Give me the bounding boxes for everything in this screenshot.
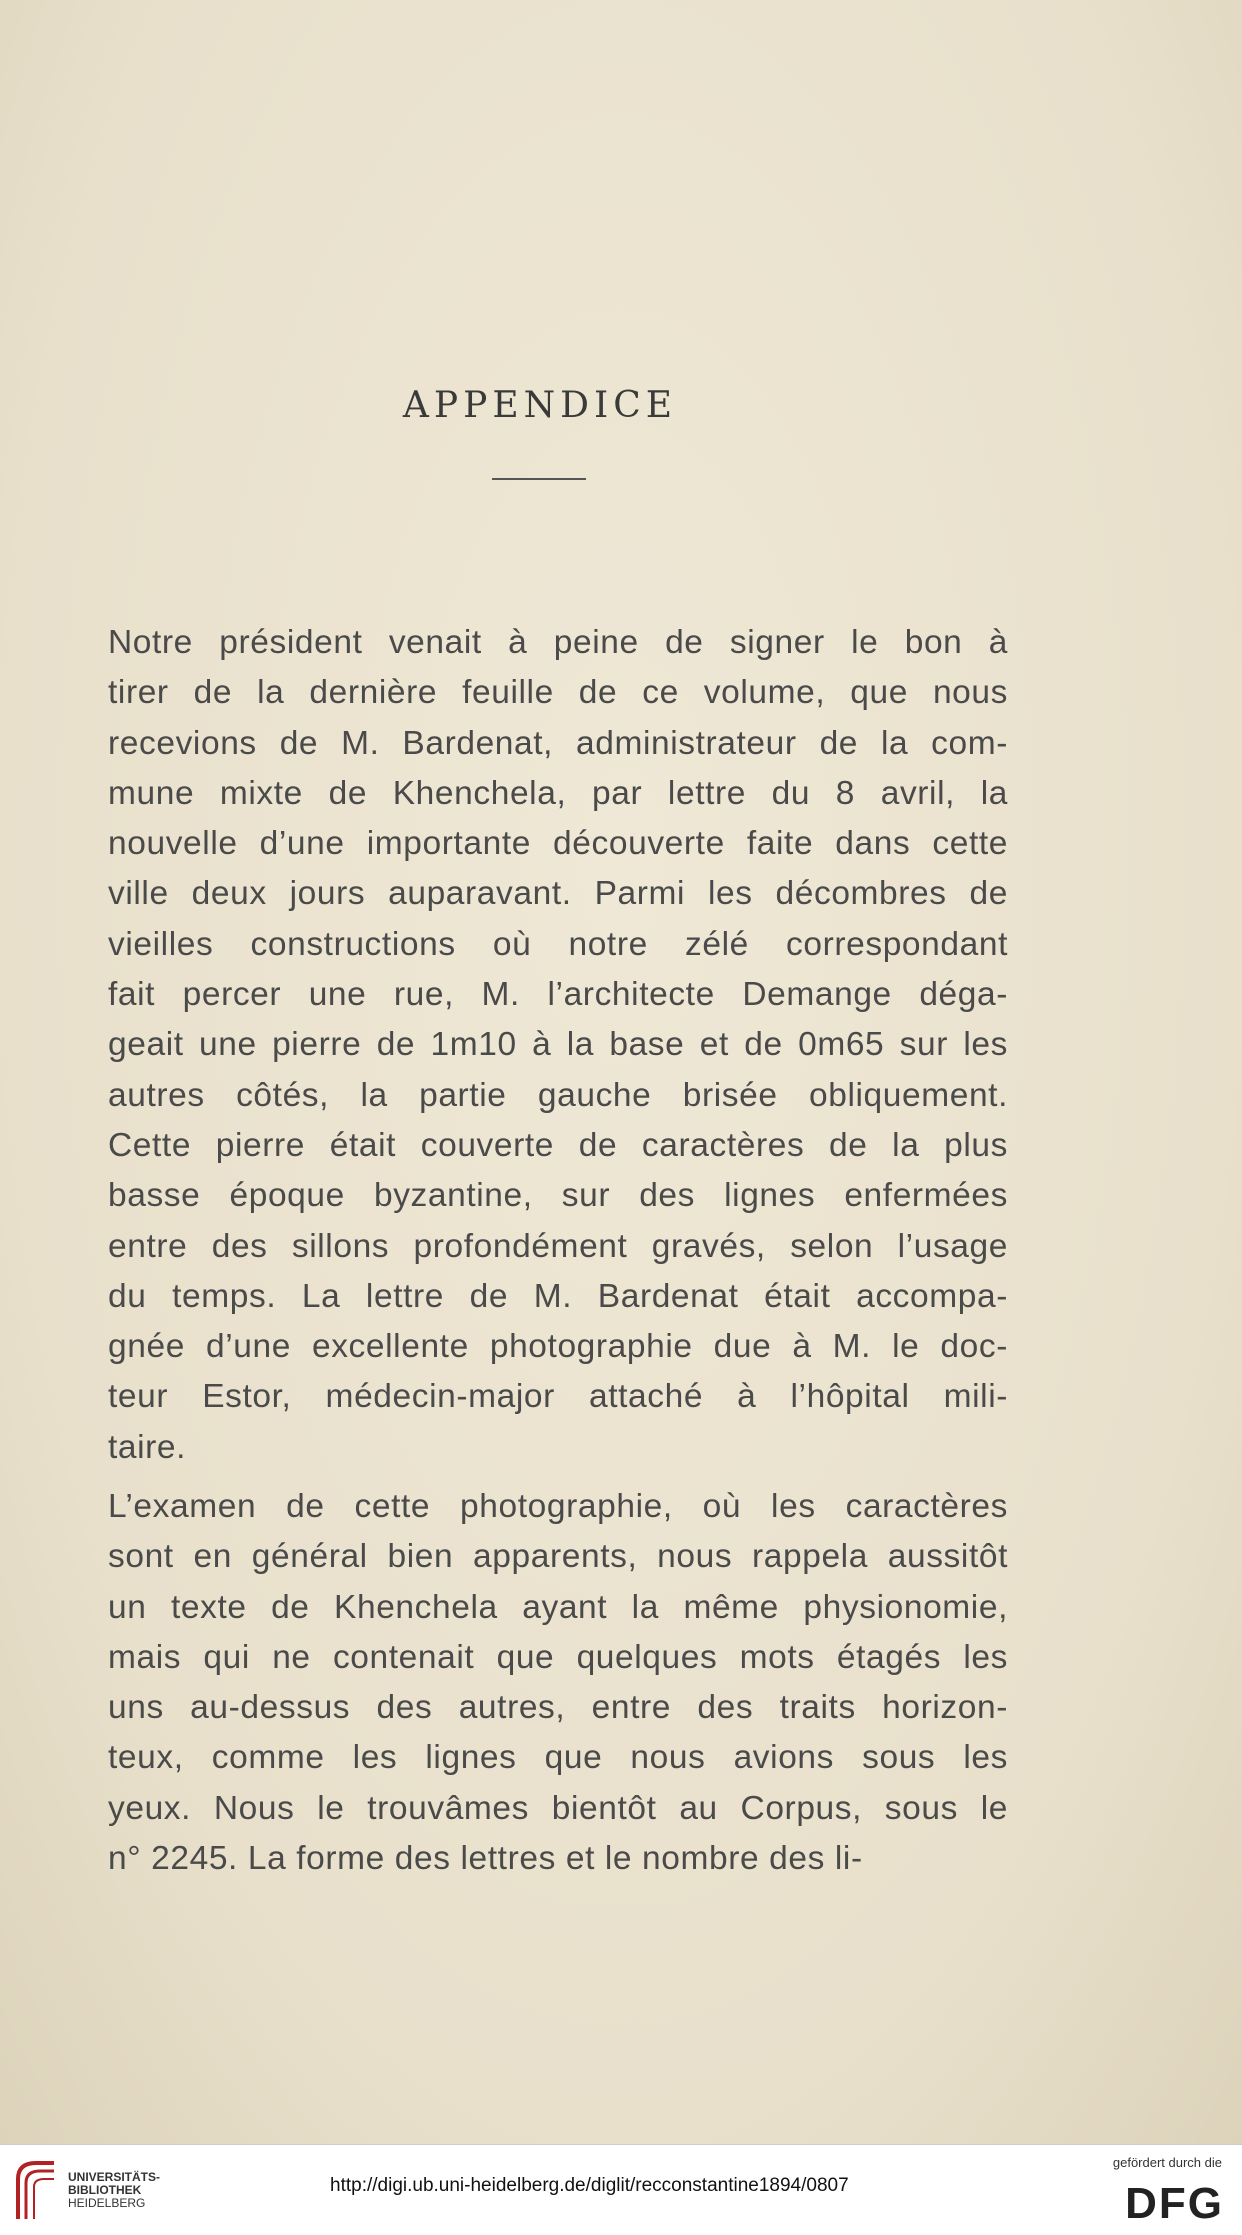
text-line: basse époque byzantine, sur des lignes enfermées (108, 1177, 1008, 1215)
text-line: tirer de la dernière feuille de ce volume, que nous (108, 674, 1008, 712)
library-name (68, 2171, 160, 2210)
title-divider (492, 478, 586, 480)
paragraph-1 (66, 618, 1008, 1473)
university-library-logo-icon (14, 2159, 58, 2223)
text-line: mais qui ne contenait que quelques mots étagés les (108, 1638, 1008, 1676)
text-line: Cette pierre était couverte de caractères de la plus (108, 1126, 1008, 1164)
text-line: fait percer une rue, M. l’architecte Demange déga- (108, 976, 1008, 1014)
text-line: taire. (108, 1428, 187, 1466)
library-name-line3: HEIDELBERG (68, 2196, 146, 2210)
text-line: du temps. La lettre de M. Bardenat était accompa- (108, 1277, 1008, 1315)
dfg-logo: DFG (1125, 2179, 1224, 2228)
text-line: geait une pierre de 1m10 à la base et de 0m65 sur les (108, 1026, 1008, 1064)
text-line: teux, comme les lignes que nous avions sous les (108, 1739, 1008, 1777)
funding-note: gefördert durch die (1112, 2155, 1222, 2170)
text-line: Notre président venait à peine de signer le bon à (108, 624, 1008, 661)
library-name-line1: UNIVERSITÄTS- (68, 2170, 161, 2184)
text-line: n° 2245. La forme des lettres et le nombre des li- (108, 1840, 863, 1878)
text-line: autres côtés, la partie gauche brisée obliquement. (108, 1076, 1008, 1114)
text-line: nouvelle d’une importante découverte faite dans cette (108, 825, 1008, 863)
text-line: yeux. Nous le trouvâmes bientôt au Corpus, sous le (108, 1789, 1008, 1827)
text-line: teur Estor, médecin-major attaché à l’hôpital mili- (108, 1378, 1008, 1416)
text-line: gnée d’une excellente photographie due à M. le doc- (108, 1328, 1008, 1366)
text-line: recevions de M. Bardenat, administrateur de la com- (108, 724, 1008, 762)
page-title: APPENDICE (402, 385, 678, 426)
text-line: ville deux jours auparavant. Parmi les décombres de (108, 875, 1008, 913)
text-line: entre des sillons profondément gravés, selon l’usage (108, 1227, 1008, 1265)
paragraph-2 (66, 1482, 1008, 1884)
library-name-line2: BIBLIOTHEK (68, 2183, 142, 2197)
text-line: un texte de Khenchela ayant la même physionomie, (108, 1588, 1008, 1626)
source-url-link[interactable]: http://digi.ub.uni-heidelberg.de/diglit/recconstantine1894/0807 (330, 2175, 849, 2196)
text-line: L’examen de cette photographie, où les caractères (108, 1488, 1008, 1525)
text-line: mune mixte de Khenchela, par lettre du 8 avril, la (108, 774, 1008, 812)
text-line: uns au-dessus des autres, entre des traits horizon- (108, 1689, 1008, 1727)
text-line: sont en général bien apparents, nous rappela aussitôt (108, 1538, 1008, 1576)
digitization-footer (0, 2144, 1242, 2235)
text-line: vieilles constructions où notre zélé correspondant (108, 925, 1008, 963)
